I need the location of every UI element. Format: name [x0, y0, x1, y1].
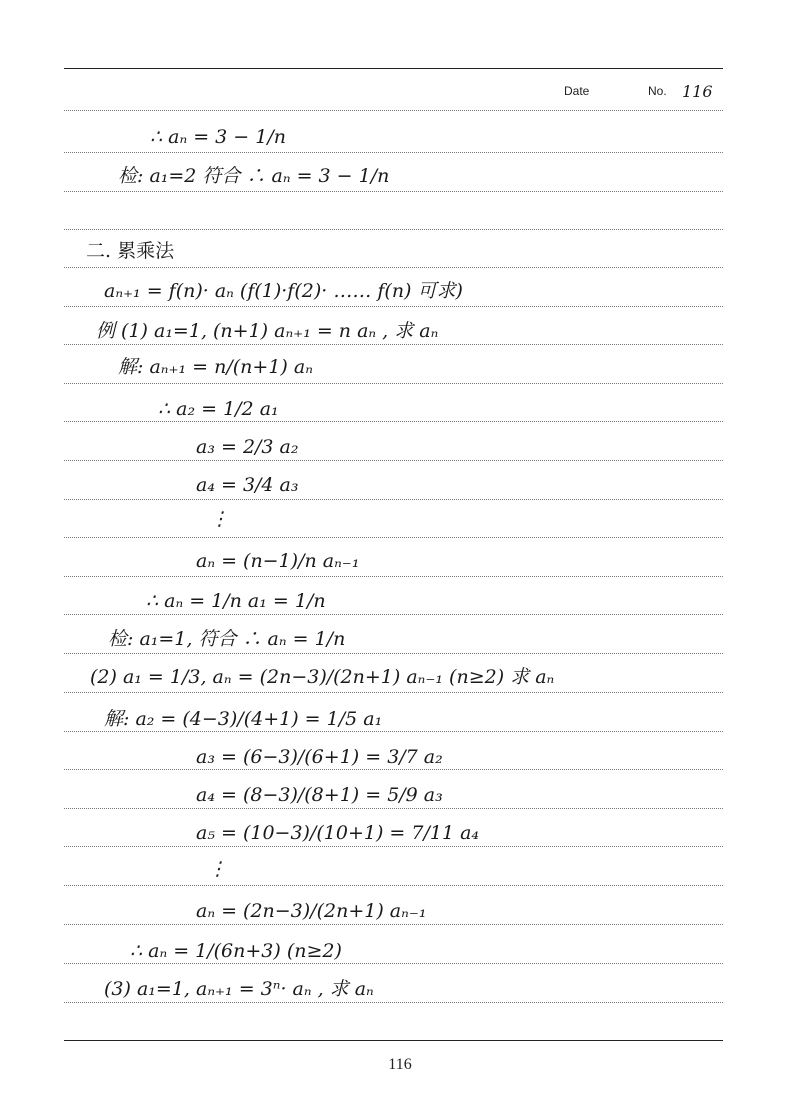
- example-3-statement: (3) a₁=1, aₙ₊₁ = 3ⁿ· aₙ , 求 aₙ: [104, 978, 374, 1000]
- ruled-line: [64, 1002, 723, 1003]
- ruled-line: [64, 692, 723, 693]
- top-rule: [64, 68, 723, 69]
- ruled-line: [64, 344, 723, 345]
- ruled-line: [64, 383, 723, 384]
- math-line: aₙ = (2n−3)/(2n+1) aₙ₋₁: [196, 900, 427, 922]
- solution-line: 解: a₂ = (4−3)/(4+1) = 1/5 a₁: [104, 708, 383, 730]
- math-line: ∴ aₙ = 1/(6n+3) (n≥2): [130, 940, 342, 962]
- ruled-line: [64, 731, 723, 732]
- ruled-line: [64, 924, 723, 925]
- no-label: No.: [648, 84, 667, 98]
- example-1-statement: 例 (1) a₁=1, (n+1) aₙ₊₁ = n aₙ , 求 aₙ: [96, 320, 439, 342]
- bottom-rule: [64, 1040, 723, 1041]
- ruled-line: [64, 769, 723, 770]
- ruled-line: [64, 191, 723, 192]
- math-line: ∴ a₂ = 1/2 a₁: [158, 398, 279, 420]
- ruled-line: [64, 306, 723, 307]
- ruled-line: [64, 885, 723, 886]
- ruled-line: [64, 152, 723, 153]
- math-line: ∴ aₙ = 3 − 1/n: [150, 126, 286, 148]
- ruled-line: [64, 267, 723, 268]
- math-line: a₃ = 2/3 a₂: [196, 436, 299, 458]
- example-2-statement: (2) a₁ = 1/3, aₙ = (2n−3)/(2n+1) aₙ₋₁ (n≥2) 求 aₙ: [90, 666, 555, 688]
- ruled-line: [64, 576, 723, 577]
- no-value: 116: [682, 82, 713, 101]
- ruled-line: [64, 229, 723, 230]
- math-line: a₃ = (6−3)/(6+1) = 3/7 a₂: [196, 746, 443, 768]
- formula-line: aₙ₊₁ = f(n)· aₙ (f(1)·f(2)· …… f(n) 可求): [104, 280, 463, 302]
- ruled-line: [64, 808, 723, 809]
- math-line: aₙ = (n−1)/n aₙ₋₁: [196, 550, 360, 572]
- math-line: a₅ = (10−3)/(10+1) = 7/11 a₄: [196, 822, 480, 844]
- check-line: 检: a₁=2 符合 ∴ aₙ = 3 − 1/n: [118, 165, 390, 187]
- ruled-line: [64, 537, 723, 538]
- ruled-line: [64, 653, 723, 654]
- ruled-line: [64, 110, 723, 111]
- date-label: Date: [564, 84, 590, 98]
- ruled-line: [64, 499, 723, 500]
- ruled-line: [64, 421, 723, 422]
- math-line: a₄ = 3/4 a₃: [196, 474, 299, 496]
- ruled-line: [64, 846, 723, 847]
- vertical-ellipsis: ⋮: [208, 858, 227, 880]
- solution-line: 解: aₙ₊₁ = n/(n+1) aₙ: [118, 356, 313, 378]
- ruled-line: [64, 614, 723, 615]
- math-line: a₄ = (8−3)/(8+1) = 5/9 a₃: [196, 784, 443, 806]
- check-line: 检: a₁=1, 符合 ∴ aₙ = 1/n: [108, 628, 346, 650]
- section-heading: 二. 累乘法: [86, 240, 175, 262]
- ruled-line: [64, 963, 723, 964]
- math-line: ∴ aₙ = 1/n a₁ = 1/n: [146, 590, 326, 612]
- vertical-ellipsis: ⋮: [210, 508, 229, 530]
- ruled-line: [64, 460, 723, 461]
- page-number: 116: [388, 1056, 412, 1073]
